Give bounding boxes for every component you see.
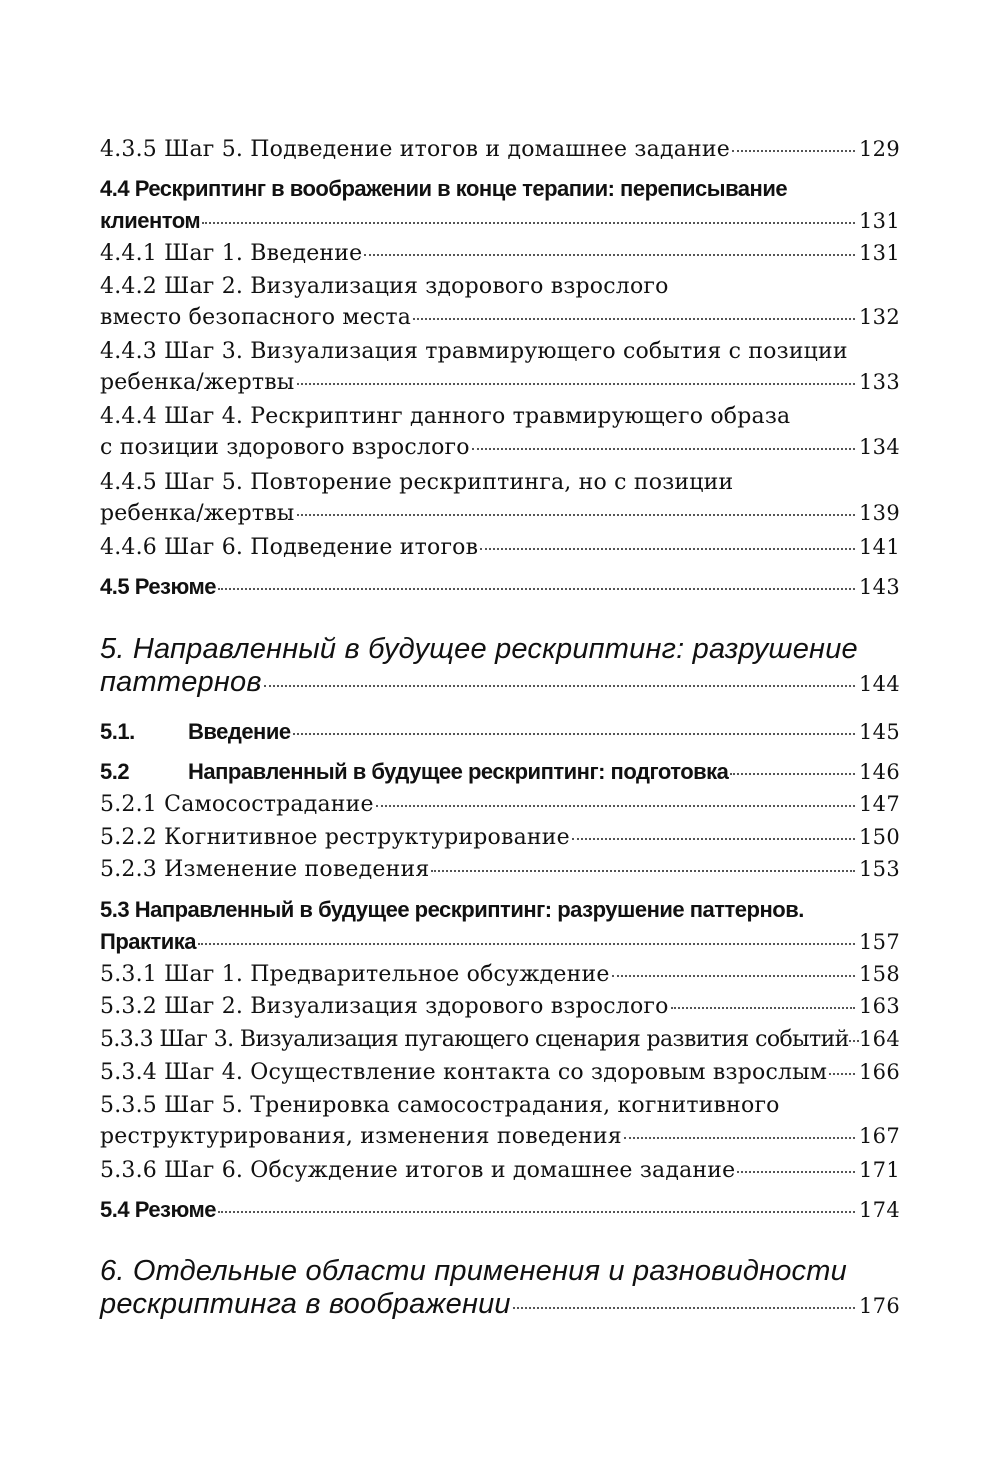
dot-leader <box>737 1171 855 1173</box>
toc-entry-5-3-4 <box>100 1060 900 1085</box>
toc-entry-title-cont: ребенка/жертвы <box>100 370 295 395</box>
toc-page-number: 141 <box>859 535 900 559</box>
toc-page-number: 146 <box>859 760 900 784</box>
toc-page-number: 164 <box>859 1027 900 1051</box>
toc-entry-4-4-4 <box>100 404 900 460</box>
toc-entry-title: 4.4 Рескриптинг в воображении в конце терапии: переписывание <box>100 176 788 201</box>
toc-entry-title: 5.2.1 Самосострадание <box>100 792 374 817</box>
dot-leader <box>198 943 855 945</box>
toc-entry-5-3-1 <box>100 962 900 987</box>
toc-entry-title: 4.4.2 Шаг 2. Визуализация здорового взрослого <box>100 274 669 299</box>
toc-chapter-title: 5. Направленный в будущее рескриптинг: разрушение <box>100 633 858 665</box>
dot-leader <box>732 150 855 152</box>
dot-leader <box>202 222 855 224</box>
dot-leader <box>472 448 855 450</box>
toc-entry-title: 4.4.6 Шаг 6. Подведение итогов <box>100 535 479 560</box>
toc-entry-5-4 <box>100 1197 900 1223</box>
toc-entry-title-cont: реструктурирования, изменения поведения <box>100 1124 622 1149</box>
dot-leader <box>612 975 855 977</box>
toc-entry-title-cont: клиентом <box>100 208 201 233</box>
toc-entry-text: Направленный в будущее рескриптинг: подготовка <box>188 759 729 784</box>
dot-leader <box>572 838 855 840</box>
dot-leader <box>513 1307 855 1309</box>
toc-page-number: 150 <box>859 825 900 849</box>
dot-leader <box>264 685 855 687</box>
toc-entry-4-4-2 <box>100 274 900 330</box>
toc-entry-title: 4.4.4 Шаг 4. Рескриптинг данного травмирующего образа <box>100 404 791 429</box>
dot-leader <box>293 733 855 735</box>
toc-page-number: 133 <box>859 370 900 394</box>
toc-page-number: 174 <box>859 1198 900 1222</box>
toc-page-number: 131 <box>859 209 900 233</box>
dot-leader <box>413 318 855 320</box>
toc-entry-title-cont: с позиции здорового взрослого <box>100 435 470 460</box>
toc-entry-4-4 <box>100 176 900 234</box>
toc-page-number: 171 <box>859 1158 900 1182</box>
toc-entry-4-3-5 <box>100 137 900 162</box>
toc-entry-title: 5.4 Резюме <box>100 1197 216 1222</box>
toc-entry-title: 5.3 Направленный в будущее рескриптинг: разрушение паттернов. <box>100 897 804 922</box>
toc-page-number: 139 <box>859 501 900 525</box>
dot-leader <box>671 1007 855 1009</box>
toc-page-number: 132 <box>859 305 900 329</box>
toc-entry-5-3-6 <box>100 1158 900 1183</box>
dot-leader <box>297 514 855 516</box>
toc-entry-title: 5.3.5 Шаг 5. Тренировка самосострадания, когнитивного <box>100 1093 780 1118</box>
toc-entry-title: 4.4.3 Шаг 3. Визуализация травмирующего события с позиции <box>100 339 848 364</box>
toc-entry-5-1 <box>100 719 900 745</box>
toc-entry-title: 5.3.3 Шаг 3. Визуализация пугающего сценария развития событий <box>100 1027 849 1052</box>
toc-page-number: 147 <box>859 792 900 816</box>
toc-entry-4-4-6 <box>100 535 900 560</box>
toc-entry-5-3-3 <box>100 1027 900 1052</box>
toc-entry-5-2-3 <box>100 857 900 882</box>
toc-entry-number: 5.2 <box>100 759 130 784</box>
dot-leader <box>218 588 855 590</box>
dot-leader <box>297 383 855 385</box>
toc-entry-4-4-5 <box>100 470 900 526</box>
toc-chapter-title-cont: рескриптинга в воображении <box>100 1288 511 1320</box>
toc-entry-title: 4.4.5 Шаг 5. Повторение рескриптинга, но с позиции <box>100 470 734 495</box>
dot-leader <box>829 1073 855 1075</box>
toc-entry-4-4-1 <box>100 241 900 266</box>
toc-entry-title: 5.3.6 Шаг 6. Обсуждение итогов и домашнее задание <box>100 1158 736 1183</box>
dot-leader <box>218 1211 855 1213</box>
toc-entry-title: 4.4.1 Шаг 1. Введение <box>100 241 363 266</box>
toc-entry-number: 5.1. <box>100 719 135 744</box>
toc-entry-title-cont: Практика <box>100 929 197 954</box>
toc-entry-title: 5.2.2 Когнитивное реструктурирование <box>100 825 570 850</box>
dot-leader <box>849 1040 859 1042</box>
toc-entry-5-3-2 <box>100 994 900 1019</box>
toc-entry-title-cont: ребенка/жертвы <box>100 501 295 526</box>
toc-page-number: 176 <box>859 1294 900 1318</box>
toc-entry-title-cont: вместо безопасного места <box>100 305 412 330</box>
dot-leader <box>431 870 855 872</box>
toc-chapter-6 <box>100 1255 900 1321</box>
toc-entry-title: 4.3.5 Шаг 5. Подведение итогов и домашнее задание <box>100 137 730 162</box>
toc-entry-5-3-5 <box>100 1093 900 1149</box>
toc-page-number: 157 <box>859 930 900 954</box>
toc-chapter-title: 6. Отдельные области применения и разновидности <box>100 1255 847 1287</box>
toc-entry-5-2-2 <box>100 825 900 850</box>
dot-leader <box>730 773 855 775</box>
toc-entry-title <box>100 719 291 745</box>
dot-leader <box>364 254 855 256</box>
dot-leader <box>376 805 855 807</box>
toc-chapter-title-cont: паттернов <box>100 666 262 698</box>
toc-entry-title: 5.3.2 Шаг 2. Визуализация здорового взрослого <box>100 994 669 1019</box>
toc-entry-5-3 <box>100 897 900 955</box>
toc-entry-title <box>100 759 728 785</box>
toc-entry-title: 5.2.3 Изменение поведения <box>100 857 430 882</box>
dot-leader <box>624 1137 855 1139</box>
toc-page-number: 131 <box>859 241 900 265</box>
toc-entry-4-5 <box>100 574 900 600</box>
toc-page-number: 129 <box>859 137 900 161</box>
toc-entry-text: Введение <box>188 719 291 744</box>
toc-page-number: 153 <box>859 857 900 881</box>
toc-page-number: 167 <box>859 1124 900 1148</box>
toc-page-number: 144 <box>859 672 900 696</box>
toc-page-number: 158 <box>859 962 900 986</box>
toc-page-number: 145 <box>859 720 900 744</box>
toc-chapter-5 <box>100 633 900 699</box>
toc-entry-title: 5.3.4 Шаг 4. Осуществление контакта со здоровым взрослым <box>100 1060 828 1085</box>
toc-page-number: 134 <box>859 435 900 459</box>
toc-page-number: 166 <box>859 1060 900 1084</box>
toc-page-number: 163 <box>859 994 900 1018</box>
toc-entry-title: 5.3.1 Шаг 1. Предварительное обсуждение <box>100 962 610 987</box>
toc-entry-5-2-1 <box>100 792 900 817</box>
toc-entry-4-4-3 <box>100 339 900 395</box>
toc-entry-title: 4.5 Резюме <box>100 574 216 599</box>
toc-page-number: 143 <box>859 575 900 599</box>
toc-entry-5-2 <box>100 759 900 785</box>
dot-leader <box>480 548 855 550</box>
